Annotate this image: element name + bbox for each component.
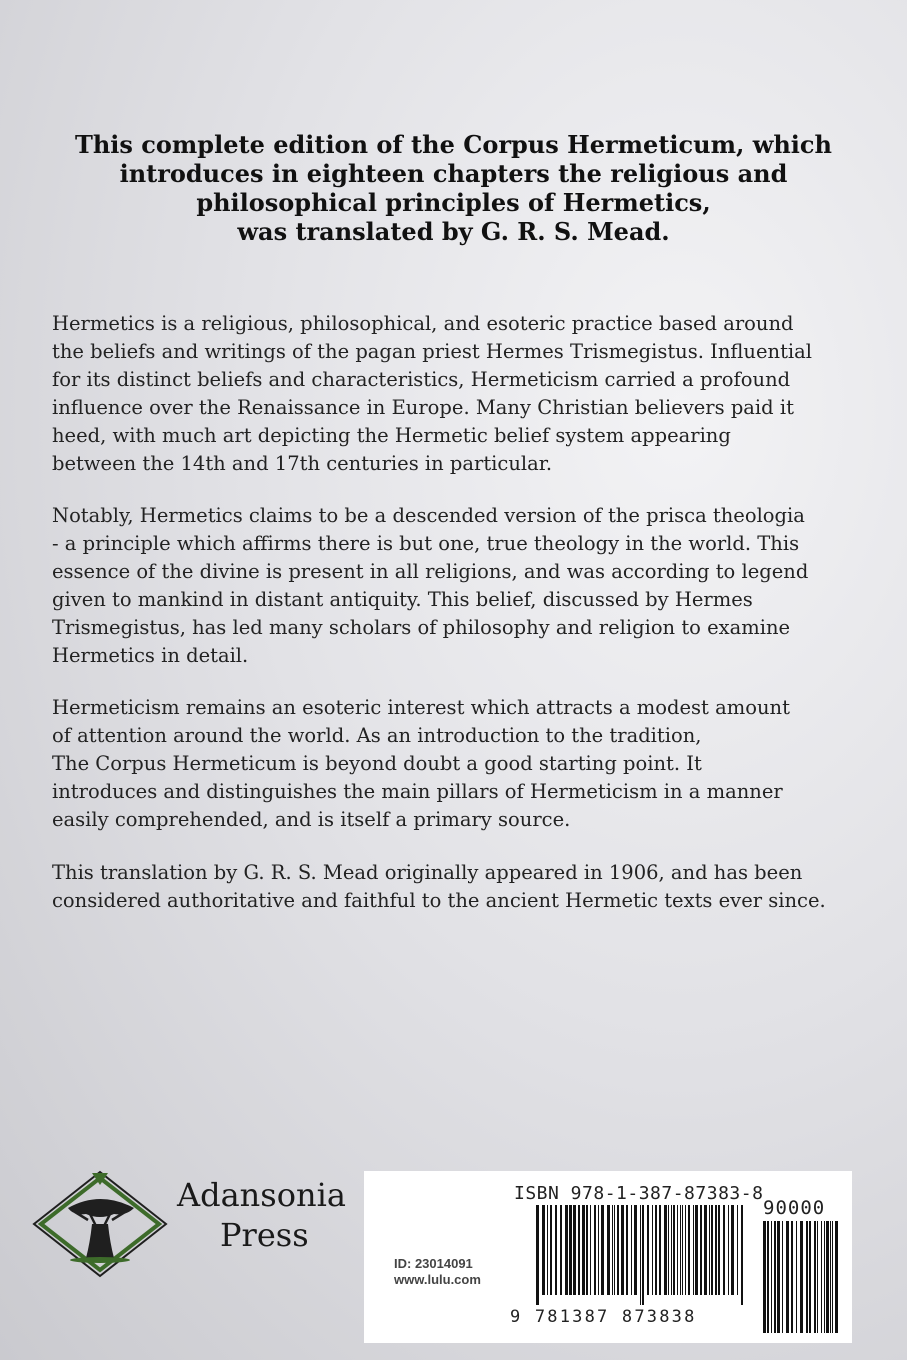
barcode-bar <box>673 1205 675 1295</box>
barcode-bar <box>565 1205 568 1295</box>
barcode-panel <box>364 1171 852 1343</box>
barcode-bar <box>830 1221 831 1333</box>
barcode-bar <box>652 1205 653 1295</box>
paragraph-translation-note <box>52 859 872 915</box>
barcode-bar <box>771 1221 772 1333</box>
barcode-bar <box>763 1221 766 1333</box>
paragraph-line: considered authoritative and faithful to the ancient Hermetic texts ever since. <box>52 889 826 912</box>
barcode-bar <box>806 1221 808 1333</box>
barcode-bar <box>655 1205 657 1295</box>
barcode-bar <box>640 1205 641 1305</box>
barcode-bar <box>832 1221 833 1333</box>
paragraph-line: heed, with much art depicting the Hermetic belief system appearing <box>52 424 731 447</box>
barcode-bar <box>835 1221 838 1333</box>
paragraph-line: Trismegistus, has led many scholars of philosophy and religion to examine <box>52 616 791 639</box>
paragraph-line: between the 14th and 17th centuries in particular. <box>52 452 553 475</box>
paragraph-line: introduces and distinguishes the main pillars of Hermeticism in a manner <box>52 780 783 803</box>
barcode-bar <box>809 1221 811 1333</box>
paragraph-line: Hermetics in detail. <box>52 644 249 667</box>
barcode-bar <box>677 1205 678 1295</box>
headline-line: This complete edition of the Corpus Hermeticum, which <box>75 130 832 159</box>
paragraph-line: for its distinct beliefs and characteristics, Hermeticism carried a profound <box>52 368 791 391</box>
barcode-bar <box>631 1205 632 1295</box>
barcode-bar <box>711 1205 713 1295</box>
ean-digits: 9 781387 873838 <box>510 1307 697 1327</box>
price-code: 90000 <box>763 1197 826 1219</box>
price-barcode <box>763 1221 839 1333</box>
barcode-bar <box>791 1221 793 1333</box>
publisher-name-line1: Adansonia <box>177 1176 346 1214</box>
barcode-bar <box>536 1205 539 1305</box>
barcode-bar <box>601 1205 604 1295</box>
barcode-bar <box>555 1205 557 1295</box>
barcode-bar <box>782 1221 783 1333</box>
publisher-logo <box>30 1168 370 1278</box>
barcode-bar <box>718 1205 720 1295</box>
barcode-bar <box>671 1205 672 1295</box>
barcode-bar <box>723 1205 725 1295</box>
paragraph-hermeticism-today <box>52 694 872 834</box>
paragraph-prisca-theologia <box>52 502 872 670</box>
barcode-bar <box>826 1221 829 1333</box>
barcode-bar <box>578 1205 580 1295</box>
barcode-bar <box>634 1205 637 1295</box>
barcode-bar <box>586 1205 588 1295</box>
barcode-bar <box>693 1205 694 1295</box>
paragraph-line: the beliefs and writings of the pagan priest Hermes Trismegistus. Influential <box>52 340 813 363</box>
barcode-bar <box>547 1205 548 1295</box>
isbn-label: ISBN 978-1-387-87383-8 <box>514 1183 764 1204</box>
barcode-bar <box>786 1221 789 1333</box>
paragraph-line: essence of the divine is present in all religions, and was according to legend <box>52 560 809 583</box>
paragraph-intro <box>52 310 872 478</box>
barcode-bar <box>542 1205 545 1295</box>
barcode-bar <box>626 1205 628 1295</box>
barcode-bar <box>814 1221 816 1333</box>
barcode-bar <box>569 1205 572 1295</box>
paragraph-line: Hermeticism remains an esoteric interest which attracts a modest amount <box>52 696 790 719</box>
barcode-bar <box>688 1205 690 1295</box>
headline-line: introduces in eighteen chapters the religious and <box>119 159 788 188</box>
barcode-bar <box>621 1205 624 1295</box>
paragraph-line: The Corpus Hermeticum is beyond doubt a good starting point. It <box>52 752 702 775</box>
barcode-bar <box>582 1205 585 1295</box>
paragraph-line: easily comprehended, and is itself a primary source. <box>52 808 571 831</box>
lulu-id: ID: 23014091 <box>394 1256 473 1271</box>
barcode-bar <box>774 1221 776 1333</box>
barcode-bar <box>700 1205 702 1295</box>
barcode-bar <box>594 1205 596 1295</box>
barcode-bar <box>767 1221 769 1333</box>
barcode-bar <box>796 1221 797 1333</box>
barcode-bar <box>737 1205 738 1295</box>
barcode-bar <box>550 1205 552 1295</box>
barcode-bar <box>612 1205 613 1295</box>
barcode-bar <box>731 1205 734 1295</box>
barcode-bar <box>821 1221 822 1333</box>
barcode-bar <box>800 1221 803 1333</box>
barcode-bar <box>728 1205 729 1295</box>
barcode-bar <box>659 1205 661 1295</box>
barcode-bar <box>607 1205 610 1295</box>
barcode-bar <box>664 1205 667 1295</box>
barcode-bar <box>704 1205 707 1295</box>
barcode-bar <box>777 1221 780 1333</box>
barcode-bar <box>741 1205 743 1305</box>
barcode-bar <box>560 1205 562 1295</box>
barcode-bar <box>709 1205 710 1295</box>
paragraph-line: Notably, Hermetics claims to be a descended version of the prisca theologia <box>52 504 805 527</box>
barcode-bar <box>598 1205 599 1295</box>
barcode-bar <box>695 1205 698 1295</box>
paragraph-line: given to mankind in distant antiquity. This belief, discussed by Hermes <box>52 588 753 611</box>
barcode-bar <box>685 1205 686 1295</box>
barcode-bar <box>680 1205 681 1295</box>
baobab-tree-diamond-icon <box>30 1168 170 1278</box>
publisher-name-line2: Press <box>220 1216 309 1254</box>
paragraph-line: This translation by G. R. S. Mead originally appeared in 1906, and has been <box>52 861 803 884</box>
headline <box>40 130 867 246</box>
paragraph-line: of attention around the world. As an introduction to the tradition, <box>52 724 702 747</box>
barcode-bar <box>617 1205 619 1295</box>
barcode-bar <box>715 1205 717 1295</box>
barcode-bar <box>682 1205 683 1295</box>
paragraph-line: Hermetics is a religious, philosophical, and esoteric practice based around <box>52 312 794 335</box>
ean-barcode <box>536 1205 748 1305</box>
barcode-bar <box>642 1205 644 1305</box>
lulu-url: www.lulu.com <box>394 1272 481 1287</box>
barcode-bar <box>590 1205 591 1295</box>
barcode-bar <box>614 1205 615 1295</box>
barcode-bar <box>824 1221 825 1333</box>
barcode-bar <box>668 1205 669 1295</box>
headline-line: was translated by G. R. S. Mead. <box>237 217 670 246</box>
headline-line: philosophical principles of Hermetics, <box>196 188 711 217</box>
paragraph-line: influence over the Renaissance in Europe. Many Christian believers paid it <box>52 396 794 419</box>
barcode-bar <box>573 1205 576 1295</box>
paragraph-line: - a principle which affirms there is but one, true theology in the world. This <box>52 532 800 555</box>
barcode-bar <box>817 1221 818 1333</box>
barcode-bar <box>647 1205 649 1295</box>
